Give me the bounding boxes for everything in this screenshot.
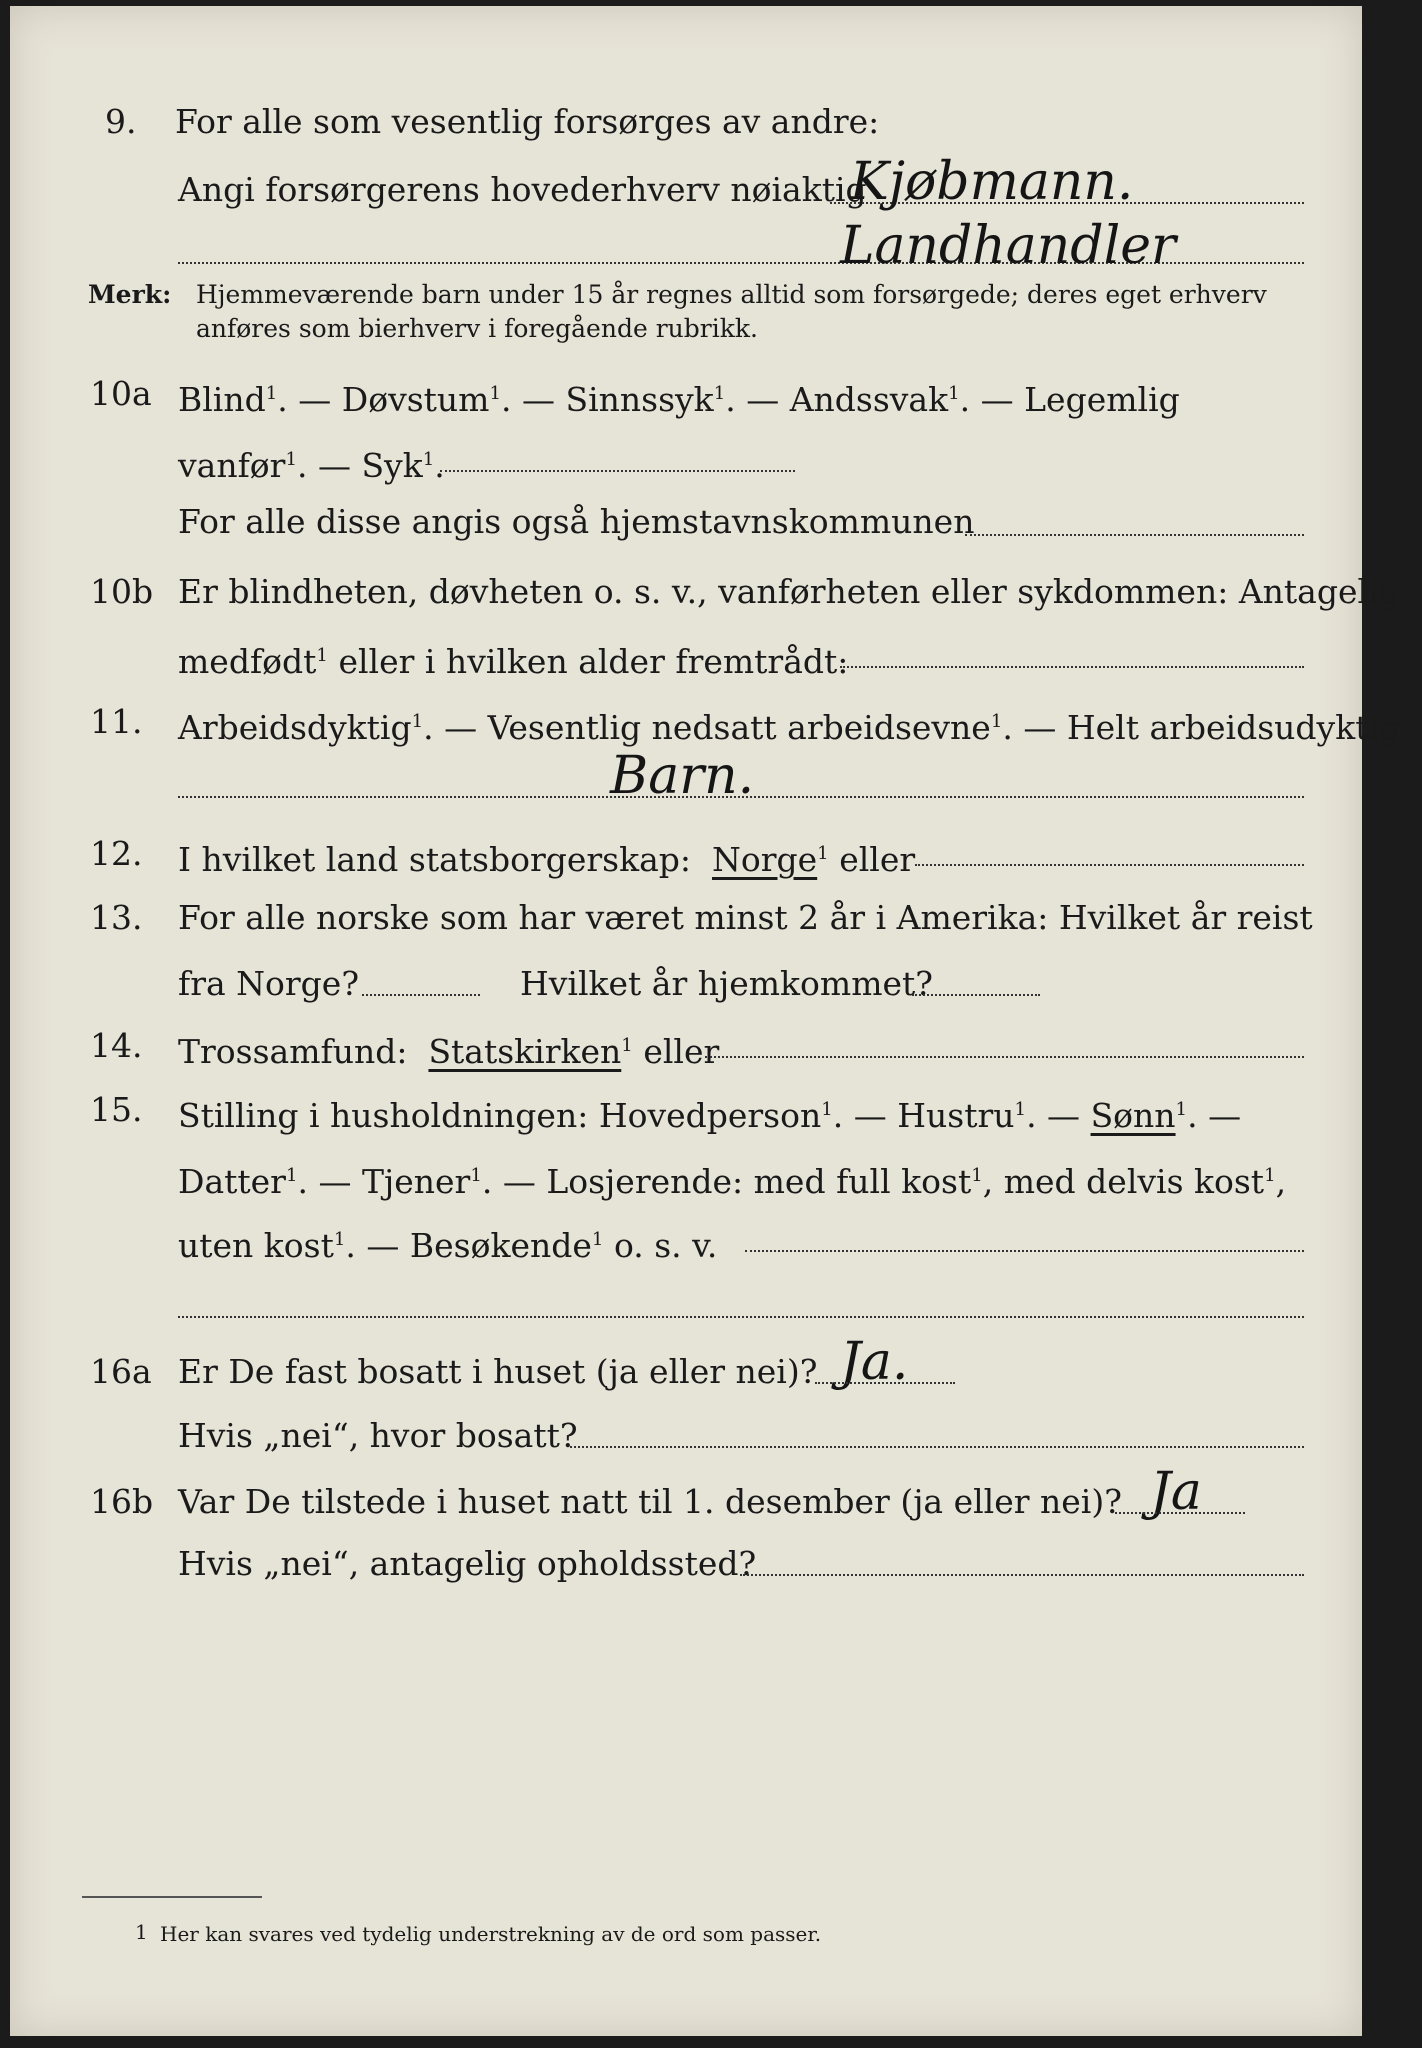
q16a-line1: Er De fast bosatt i huset (ja eller nei)? [178,1352,818,1391]
q10b-line1: Er blindheten, døvheten o. s. v., vanførheten eller sykdommen: Antagelig [178,572,1400,611]
q16a-bosatt-line [570,1446,1304,1448]
q11-handwritten-answer: Barn. [610,746,755,806]
q15-answer-line1 [745,1250,1304,1252]
q10a-line2: vanfør$^1$. — Syk$^1$. [178,446,445,485]
q16a-handwritten-answer: Ja. [840,1332,909,1392]
q15-number: 15. [90,1090,143,1129]
q16b-line2: Hvis „nei“, antagelig opholdssted? [178,1544,757,1583]
q10b-number: 10b [90,572,154,611]
q16b-opholdssted-line [740,1574,1304,1576]
q16a-answer-line [815,1382,955,1384]
q9-handwritten-answer1: Kjøbmann. [850,152,1134,212]
q12-number: 12. [90,834,143,873]
q9-number: 9. [105,102,137,141]
q10a-line1: Blind$^1$. — Døvstum$^1$. — Sinnssyk$^1$. — Andssvak$^1$. — Legemlig [178,380,1180,419]
q14-number: 14. [90,1026,143,1065]
q16b-handwritten-answer: Ja [1150,1462,1202,1522]
q14-answer-line [705,1056,1304,1058]
q16a-line2: Hvis „nei“, hvor bosatt? [178,1416,578,1455]
q16b-line1: Var De tilstede i huset natt til 1. desember (ja eller nei)? [178,1482,1122,1521]
q13-number: 13. [90,898,143,937]
footnote-text: Her kan svares ved tydelig understrekning av de ord som passer. [160,1922,822,1946]
q10a-line3: For alle disse angis også hjemstavnskommunen [178,502,975,541]
q10b-answer-line [840,666,1304,668]
q13-reist-line [362,994,480,996]
q14-line: Trossamfund: Statskirken$^1$ eller [178,1032,720,1071]
q16b-number: 16b [90,1482,154,1521]
merk-line1: Hjemmeværende barn under 15 år regnes alltid som forsørgede; deres eget erhverv [196,280,1267,309]
q12-line: I hvilket land statsborgerskap: Norge$^1$ eller [178,840,916,879]
q10a-number: 10a [90,374,152,413]
q10a-syk-line [440,470,795,472]
q10a-kommune-line [965,534,1304,536]
footnote-rule [82,1896,262,1898]
q15-answer-line2 [178,1316,1304,1318]
q9-line1: For alle som vesentlig forsørges av andre: [175,102,880,141]
q16b-answer-line [1115,1512,1245,1514]
q11-answer-line [178,796,1304,798]
q9-handwritten-answer2: Landhandler [840,216,1176,276]
q10b-line2: medfødt$^1$ eller i hvilken alder fremtrådt: [178,642,849,681]
q15-line1: Stilling i husholdningen: Hovedperson$^1$. — Hustru$^1$. — Sønn$^1$. — [178,1096,1242,1135]
q15-line3: uten kost$^1$. — Besøkende$^1$ o. s. v. [178,1226,718,1265]
census-form-page [10,6,1422,2036]
q13-line1: For alle norske som har været minst 2 år i Amerika: Hvilket år reist [178,898,1313,937]
q13-line2a: fra Norge? [178,964,360,1003]
merk-line2: anføres som bierhverv i foregående rubrikk. [196,314,758,343]
q15-line2: Datter$^1$. — Tjener$^1$. — Losjerende: med full kost$^1$, med delvis kost$^1$, [178,1162,1287,1201]
merk-label: Merk: [88,280,172,309]
footnote-mark: 1 [135,1920,148,1944]
q13-hjemkommet-line [912,994,1040,996]
q12-answer-line [915,864,1304,866]
q11-number: 11. [90,702,143,741]
q16a-number: 16a [90,1352,152,1391]
q11-line1: Arbeidsdyktig$^1$. — Vesentlig nedsatt arbeidsevne$^1$. — Helt arbeidsudyktig$^1$. [178,708,1422,747]
q9-line2: Angi forsørgerens hovederhverv nøiaktig [178,170,867,209]
q13-line2b: Hvilket år hjemkommet? [520,964,933,1003]
